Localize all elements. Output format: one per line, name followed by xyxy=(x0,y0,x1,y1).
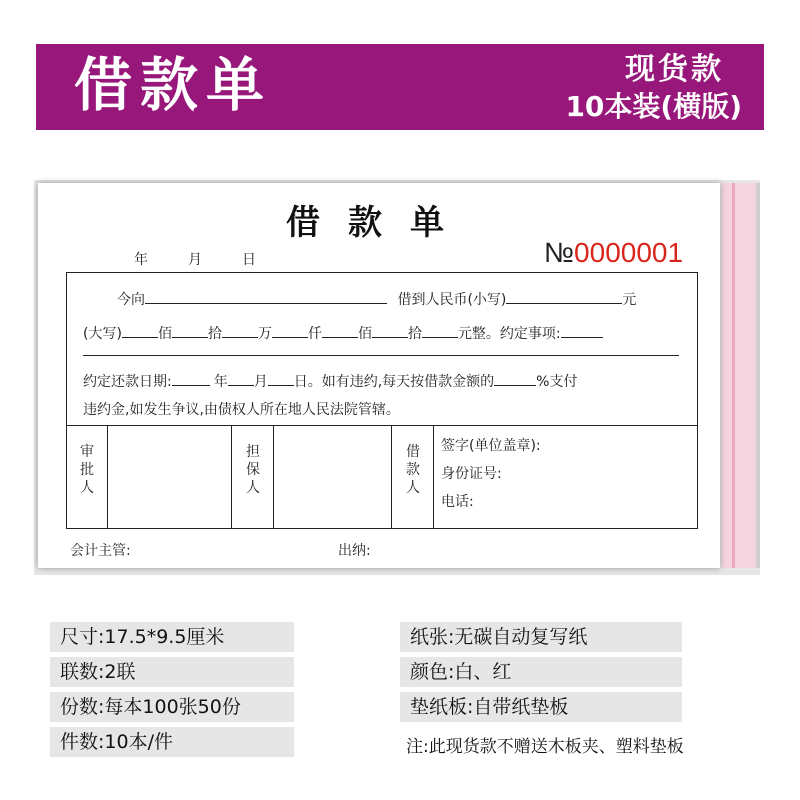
serial-number xyxy=(544,237,683,269)
repay-year-blank[interactable] xyxy=(172,373,210,386)
repay-day-blank[interactable] xyxy=(268,373,294,386)
repay-month-unit: 月 xyxy=(253,374,268,390)
agreement-line xyxy=(83,355,679,356)
amount-capital-label: (大写) xyxy=(83,326,122,342)
blank-shi-2[interactable] xyxy=(372,325,408,338)
penalty-rate-blank[interactable] xyxy=(494,373,536,386)
amount-small-label: 借到人民币(小写) xyxy=(397,292,507,308)
spec-sets: 份数:每本100张50份 xyxy=(50,692,294,722)
date-year-label: 年 xyxy=(134,252,148,268)
grid-divider-1 xyxy=(107,425,108,528)
form-body xyxy=(66,272,698,529)
repay-date-label: 约定还款日期: xyxy=(83,374,172,390)
repay-month-blank[interactable] xyxy=(228,373,254,386)
penalty-percent-label: %支付 xyxy=(536,374,578,390)
grid-divider-4 xyxy=(391,425,392,528)
spec-color: 颜色:白、红 xyxy=(400,657,682,687)
pink-copy-edge xyxy=(722,183,756,568)
lender-blank[interactable] xyxy=(145,291,387,304)
spec-note: 注:此现货款不赠送木板夹、塑料垫板 xyxy=(406,737,684,757)
pink-copy-line xyxy=(732,183,735,568)
grid-top-line xyxy=(67,425,697,426)
loan-form xyxy=(38,183,720,568)
form-title: 借款单 xyxy=(286,203,472,243)
unit-shi-2: 拾 xyxy=(407,326,422,342)
repay-year-unit: 年 xyxy=(213,374,228,390)
line-repay xyxy=(83,371,577,391)
accountant-label: 会计主管: xyxy=(70,543,131,559)
blank-yuan[interactable] xyxy=(422,325,458,338)
yuan-label: 元 xyxy=(622,292,637,308)
grid-divider-5 xyxy=(433,425,434,528)
spec-size: 尺寸:17.5*9.5厘米 xyxy=(50,622,294,652)
date-day-label: 日 xyxy=(242,252,256,268)
blank-bai-2[interactable] xyxy=(322,325,358,338)
banner-subtitle-pack: 10本装(横版) xyxy=(565,90,742,123)
agreement-label: 元整。约定事项: xyxy=(457,326,561,342)
guarantor-label: 担保人 xyxy=(246,444,260,496)
cashier-label: 出纳: xyxy=(338,543,371,559)
line-amount-capital xyxy=(83,323,603,343)
blank-qian[interactable] xyxy=(272,325,308,338)
unit-shi: 拾 xyxy=(207,326,222,342)
approver-label: 审批人 xyxy=(80,444,94,496)
line-lender xyxy=(117,289,636,309)
agreement-blank[interactable] xyxy=(561,325,603,338)
serial-digits: 0000001 xyxy=(574,237,684,268)
phone-label: 电话: xyxy=(441,494,474,510)
spec-pieces: 件数:10本/件 xyxy=(50,727,294,757)
unit-wan: 万 xyxy=(257,326,272,342)
serial-prefix: № xyxy=(544,237,575,268)
unit-bai: 佰 xyxy=(157,326,172,342)
blank-shi[interactable] xyxy=(172,325,208,338)
date-month-label: 月 xyxy=(188,252,202,268)
header-banner xyxy=(36,44,764,130)
lender-label: 今向 xyxy=(117,292,145,308)
banner-title: 借款单 xyxy=(74,51,273,119)
backing-board-edge xyxy=(756,183,760,568)
borrower-label: 借款人 xyxy=(406,444,420,496)
unit-qian: 仟 xyxy=(307,326,322,342)
amount-small-blank[interactable] xyxy=(506,291,622,304)
spec-board: 垫纸板:自带纸垫板 xyxy=(400,692,682,722)
idcard-label: 身份证号: xyxy=(441,466,502,482)
penalty-text: 日。如有违约,每天按借款金额的 xyxy=(293,374,495,390)
blank-bai[interactable] xyxy=(122,325,158,338)
line-jurisdiction: 违约金,如发生争议,由债权人所在地人民法院管辖。 xyxy=(83,402,400,418)
spec-paper: 纸张:无碳自动复写纸 xyxy=(400,622,682,652)
sign-label: 签字(单位盖章): xyxy=(441,438,541,454)
spec-copies: 联数:2联 xyxy=(50,657,294,687)
banner-subtitle-stock: 现货款 xyxy=(625,52,724,87)
grid-divider-2 xyxy=(231,425,232,528)
grid-divider-3 xyxy=(273,425,274,528)
unit-bai-2: 佰 xyxy=(357,326,372,342)
blank-wan[interactable] xyxy=(222,325,258,338)
